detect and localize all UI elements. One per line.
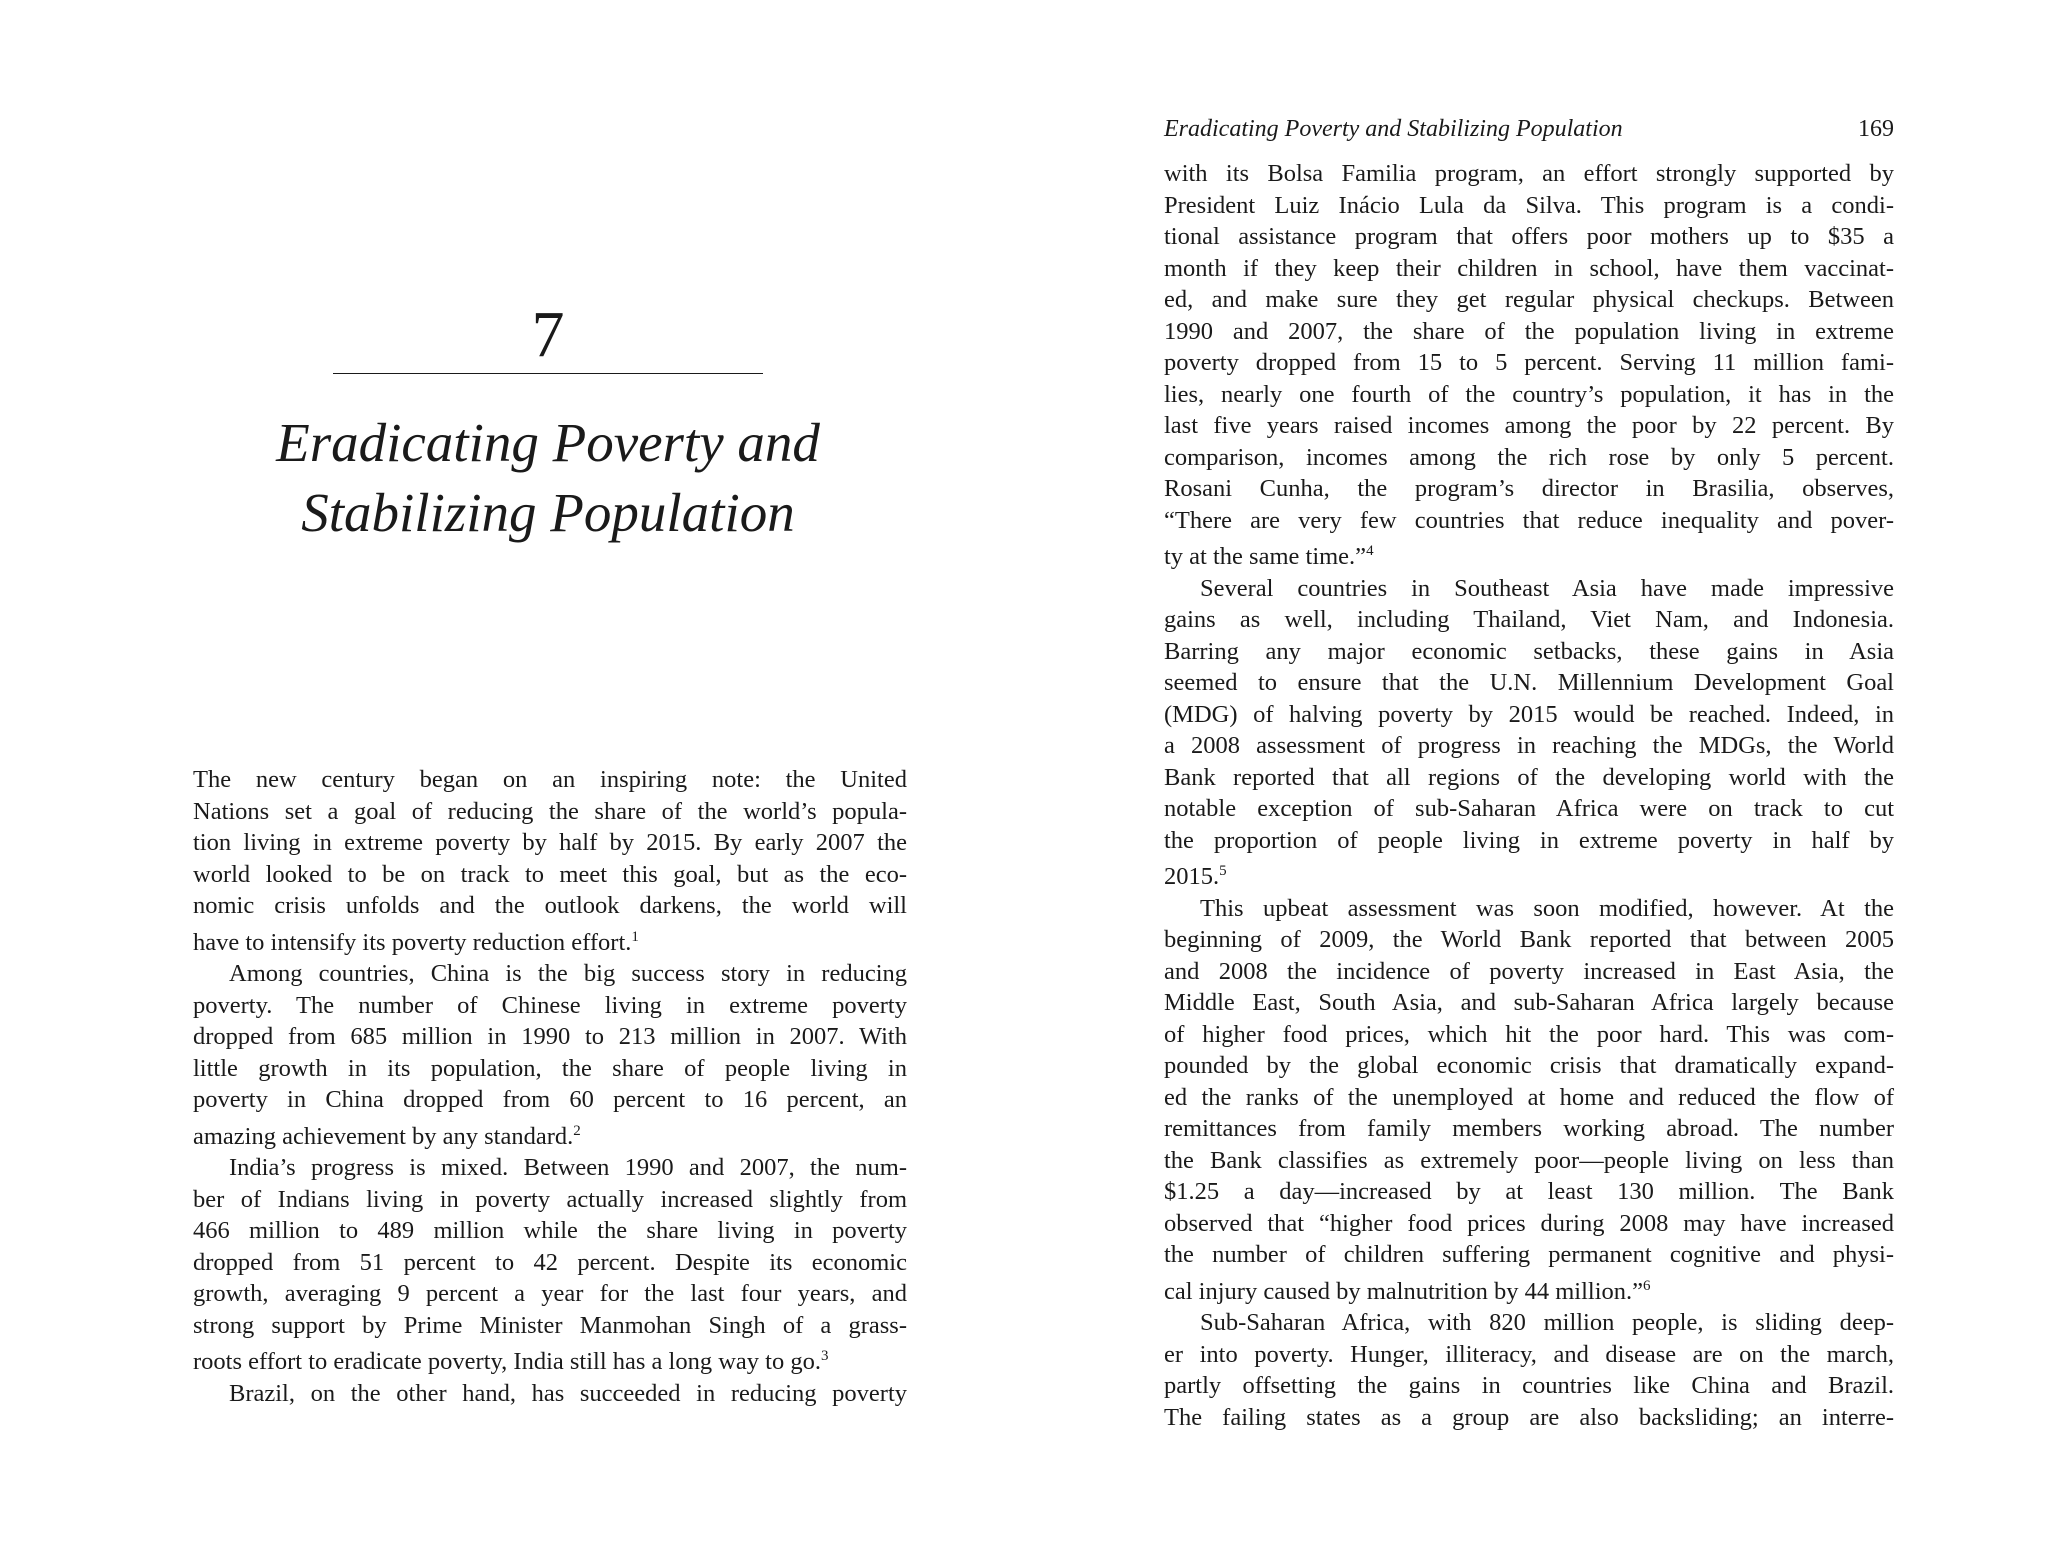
text-line-content: Sub-Saharan Africa, with 820 million people, is sliding deep- bbox=[1200, 1309, 1894, 1337]
text-line bbox=[1164, 442, 1894, 474]
text-line-content: President Luiz Inácio Lula da Silva. This program is a condi- bbox=[1164, 191, 1894, 219]
footnote-marker[interactable]: 6 bbox=[1643, 1277, 1651, 1294]
text-line bbox=[1164, 1402, 1894, 1434]
text-line bbox=[1164, 956, 1894, 988]
text-line-content: poverty. The number of Chinese living in extreme poverty bbox=[193, 991, 907, 1019]
text-line bbox=[1164, 636, 1894, 668]
text-line-content: tion living in extreme poverty by half by 2015. By early 2007 the bbox=[193, 829, 907, 856]
text-line bbox=[1164, 316, 1894, 348]
text-line bbox=[1164, 221, 1894, 253]
text-line-content: remittances from family members working abroad. The number bbox=[1164, 1115, 1894, 1143]
text-line bbox=[1164, 1050, 1894, 1082]
text-line-content: ber of Indians living in poverty actually increased slightly from bbox=[193, 1185, 907, 1213]
text-line-content: nomic crisis unfolds and the outlook darkens, the world will bbox=[193, 892, 907, 919]
text-line-content: Rosani Cunha, the program’s director in Brasilia, observes, bbox=[1164, 475, 1894, 502]
text-line-content: amazing achievement by any standard. bbox=[193, 1122, 574, 1150]
text-line bbox=[1164, 536, 1894, 573]
paragraph bbox=[193, 1378, 907, 1410]
text-line-content: (MDG) of halving poverty by 2015 would be reached. Indeed, in bbox=[1164, 700, 1894, 728]
text-line-content: dropped from 685 million in 1990 to 213 million in 2007. With bbox=[193, 1023, 907, 1051]
paragraph bbox=[1164, 573, 1894, 893]
text-line bbox=[1164, 667, 1894, 699]
text-line bbox=[1164, 505, 1894, 537]
text-line-content: last five years raised incomes among the poor by 22 percent. By bbox=[1164, 412, 1894, 439]
text-line bbox=[1164, 893, 1894, 925]
right-body-text bbox=[1164, 158, 1894, 1433]
chapter-title-line: Eradicating Poverty and bbox=[276, 412, 820, 473]
paragraph bbox=[193, 764, 907, 958]
text-line-content: “There are very few countries that reduce inequality and pover- bbox=[1164, 506, 1894, 534]
text-line-content: world looked to be on track to meet this goal, but as the eco- bbox=[193, 860, 907, 888]
text-line bbox=[1164, 987, 1894, 1019]
paragraph bbox=[1164, 158, 1894, 573]
text-line bbox=[193, 796, 907, 828]
text-line bbox=[193, 1021, 907, 1053]
text-line-content: Middle East, South Asia, and sub-Saharan Africa largely because bbox=[1164, 989, 1894, 1017]
page-number: 169 bbox=[1858, 116, 1894, 142]
text-line-content: ed, and make sure they get regular physical checkups. Between bbox=[1164, 286, 1894, 313]
text-line bbox=[193, 1310, 907, 1342]
text-line bbox=[1164, 1239, 1894, 1271]
text-line-content: notable exception of sub-Saharan Africa were on track to cut bbox=[1164, 795, 1894, 823]
text-line bbox=[193, 1084, 907, 1116]
text-line-content: month if they keep their children in school, have them vaccinat- bbox=[1164, 254, 1894, 282]
text-line-content: growth, averaging 9 percent a year for the last four years, and bbox=[193, 1280, 907, 1308]
text-line bbox=[193, 958, 907, 990]
text-line bbox=[193, 764, 907, 796]
chapter-rule bbox=[333, 373, 763, 374]
footnote-marker[interactable]: 3 bbox=[820, 1348, 829, 1365]
text-line bbox=[193, 1152, 907, 1184]
paragraph bbox=[193, 1152, 907, 1378]
text-line bbox=[193, 1215, 907, 1247]
text-line bbox=[1164, 1271, 1894, 1308]
footnote-marker[interactable]: 4 bbox=[1366, 543, 1374, 559]
text-line-content: The failing states as a group are also backsliding; an interre- bbox=[1164, 1403, 1894, 1431]
text-line bbox=[193, 1247, 907, 1279]
text-line-content: the number of children suffering permanent cognitive and physi- bbox=[1164, 1241, 1894, 1269]
text-line bbox=[1164, 730, 1894, 762]
text-line-content: beginning of 2009, the World Bank reported that between 2005 bbox=[1164, 926, 1894, 954]
text-line-content: This upbeat assessment was soon modified, however. At the bbox=[1200, 894, 1894, 922]
text-line bbox=[1164, 1208, 1894, 1240]
paragraph bbox=[1164, 893, 1894, 1308]
text-line bbox=[1164, 1307, 1894, 1339]
text-line-content: 466 million to 489 million while the share living in poverty bbox=[193, 1217, 907, 1245]
text-line-content: partly offsetting the gains in countries like China and Brazil. bbox=[1164, 1372, 1894, 1400]
text-line bbox=[1164, 284, 1894, 316]
text-line bbox=[1164, 604, 1894, 636]
text-line-content: 2015. bbox=[1164, 863, 1220, 891]
text-line-content: little growth in its population, the share of people living in bbox=[193, 1054, 907, 1082]
paragraph bbox=[193, 958, 907, 1152]
text-line-content: seemed to ensure that the U.N. Millennium Development Goal bbox=[1164, 669, 1894, 697]
footnote-marker[interactable]: 5 bbox=[1219, 863, 1227, 880]
text-line-content: Bank reported that all regions of the developing world with the bbox=[1164, 763, 1894, 791]
text-line bbox=[1164, 379, 1894, 411]
text-line bbox=[1164, 856, 1894, 893]
text-line bbox=[1164, 473, 1894, 505]
text-line bbox=[193, 1053, 907, 1085]
text-line bbox=[193, 890, 907, 922]
text-line-content: Nations set a goal of reducing the share of the world’s popula- bbox=[193, 797, 907, 825]
text-line bbox=[1164, 1370, 1894, 1402]
text-line-content: India’s progress is mixed. Between 1990 and 2007, the num- bbox=[229, 1154, 907, 1182]
text-line-content: the Bank classifies as extremely poor—people living on less than bbox=[1164, 1146, 1894, 1174]
text-line-content: poverty dropped from 15 to 5 percent. Serving 11 million fami- bbox=[1164, 349, 1894, 376]
text-line-content: pounded by the global economic crisis that dramatically expand- bbox=[1164, 1052, 1894, 1080]
text-line bbox=[193, 922, 907, 959]
text-line-content: strong support by Prime Minister Manmohan Singh of a grass- bbox=[193, 1311, 907, 1339]
text-line bbox=[1164, 1082, 1894, 1114]
text-line bbox=[1164, 1145, 1894, 1177]
text-line-content: lies, nearly one fourth of the country’s population, it has in the bbox=[1164, 380, 1894, 408]
text-line-content: tional assistance program that offers poor mothers up to $35 a bbox=[1164, 223, 1894, 250]
footnote-marker[interactable]: 1 bbox=[631, 928, 639, 945]
footnote-marker[interactable]: 2 bbox=[573, 1122, 581, 1139]
text-line bbox=[1164, 253, 1894, 285]
text-line bbox=[1164, 793, 1894, 825]
text-line bbox=[1164, 190, 1894, 222]
text-line-content: of higher food prices, which hit the poor hard. This was com- bbox=[1164, 1020, 1894, 1048]
text-line bbox=[193, 990, 907, 1022]
text-line bbox=[1164, 699, 1894, 731]
text-line-content: $1.25 a day—increased by at least 130 million. The Bank bbox=[1164, 1178, 1894, 1206]
text-line bbox=[193, 1278, 907, 1310]
paragraph bbox=[1164, 1307, 1894, 1433]
text-line-content: a 2008 assessment of progress in reaching the MDGs, the World bbox=[1164, 732, 1894, 760]
text-line bbox=[1164, 347, 1894, 379]
text-line bbox=[193, 859, 907, 891]
text-line-content: have to intensify its poverty reduction effort. bbox=[193, 928, 632, 956]
text-line-content: ty at the same time.” bbox=[1164, 543, 1367, 571]
chapter-number: 7 bbox=[531, 298, 565, 371]
text-line bbox=[1164, 410, 1894, 442]
text-line-content: with its Bolsa Familia program, an effort strongly supported by bbox=[1164, 160, 1894, 187]
text-line bbox=[193, 1341, 907, 1378]
text-line bbox=[1164, 1113, 1894, 1145]
text-line bbox=[1164, 924, 1894, 956]
text-line bbox=[1164, 158, 1894, 190]
text-line-content: dropped from 51 percent to 42 percent. Despite its economic bbox=[193, 1248, 907, 1276]
text-line-content: Among countries, China is the big success story in reducing bbox=[229, 960, 907, 988]
text-line bbox=[193, 827, 907, 859]
text-line-content: observed that “higher food prices during 2008 may have increased bbox=[1164, 1209, 1894, 1237]
text-line bbox=[193, 1378, 907, 1410]
text-line bbox=[1164, 762, 1894, 794]
text-line-content: comparison, incomes among the rich rose by only 5 percent. bbox=[1164, 443, 1894, 471]
text-line-content: 1990 and 2007, the share of the population living in extreme bbox=[1164, 317, 1894, 345]
text-line-content: ed the ranks of the unemployed at home and reduced the flow of bbox=[1164, 1083, 1894, 1111]
text-line-content: gains as well, including Thailand, Viet Nam, and Indonesia. bbox=[1164, 606, 1894, 634]
text-line bbox=[193, 1184, 907, 1216]
text-line bbox=[1164, 1019, 1894, 1051]
text-line-content: Barring any major economic setbacks, these gains in Asia bbox=[1164, 637, 1894, 665]
chapter-title bbox=[200, 408, 896, 548]
text-line bbox=[1164, 1176, 1894, 1208]
text-line-content: and 2008 the incidence of poverty increased in East Asia, the bbox=[1164, 957, 1894, 985]
text-line-content: the proportion of people living in extreme poverty in half by bbox=[1164, 826, 1894, 854]
text-line-content: roots effort to eradicate poverty, India still has a long way to go. bbox=[193, 1348, 821, 1376]
text-line bbox=[1164, 573, 1894, 605]
left-body-text bbox=[193, 764, 907, 1409]
text-line-content: er into poverty. Hunger, illiteracy, and disease are on the march, bbox=[1164, 1340, 1894, 1368]
running-head-title: Eradicating Poverty and Stabilizing Population bbox=[1164, 116, 1623, 142]
text-line bbox=[1164, 825, 1894, 857]
text-line-content: Brazil, on the other hand, has succeeded in reducing poverty bbox=[229, 1379, 907, 1407]
text-line-content: Several countries in Southeast Asia have made impressive bbox=[1200, 574, 1894, 602]
right-page bbox=[1024, 0, 2048, 1567]
text-line-content: poverty in China dropped from 60 percent to 16 percent, an bbox=[193, 1086, 907, 1114]
text-line bbox=[193, 1116, 907, 1153]
text-line bbox=[1164, 1339, 1894, 1371]
chapter-title-line: Stabilizing Population bbox=[301, 482, 795, 543]
text-line-content: cal injury caused by malnutrition by 44 million.” bbox=[1164, 1277, 1644, 1305]
text-line-content: The new century began on an inspiring note: the United bbox=[193, 766, 907, 793]
